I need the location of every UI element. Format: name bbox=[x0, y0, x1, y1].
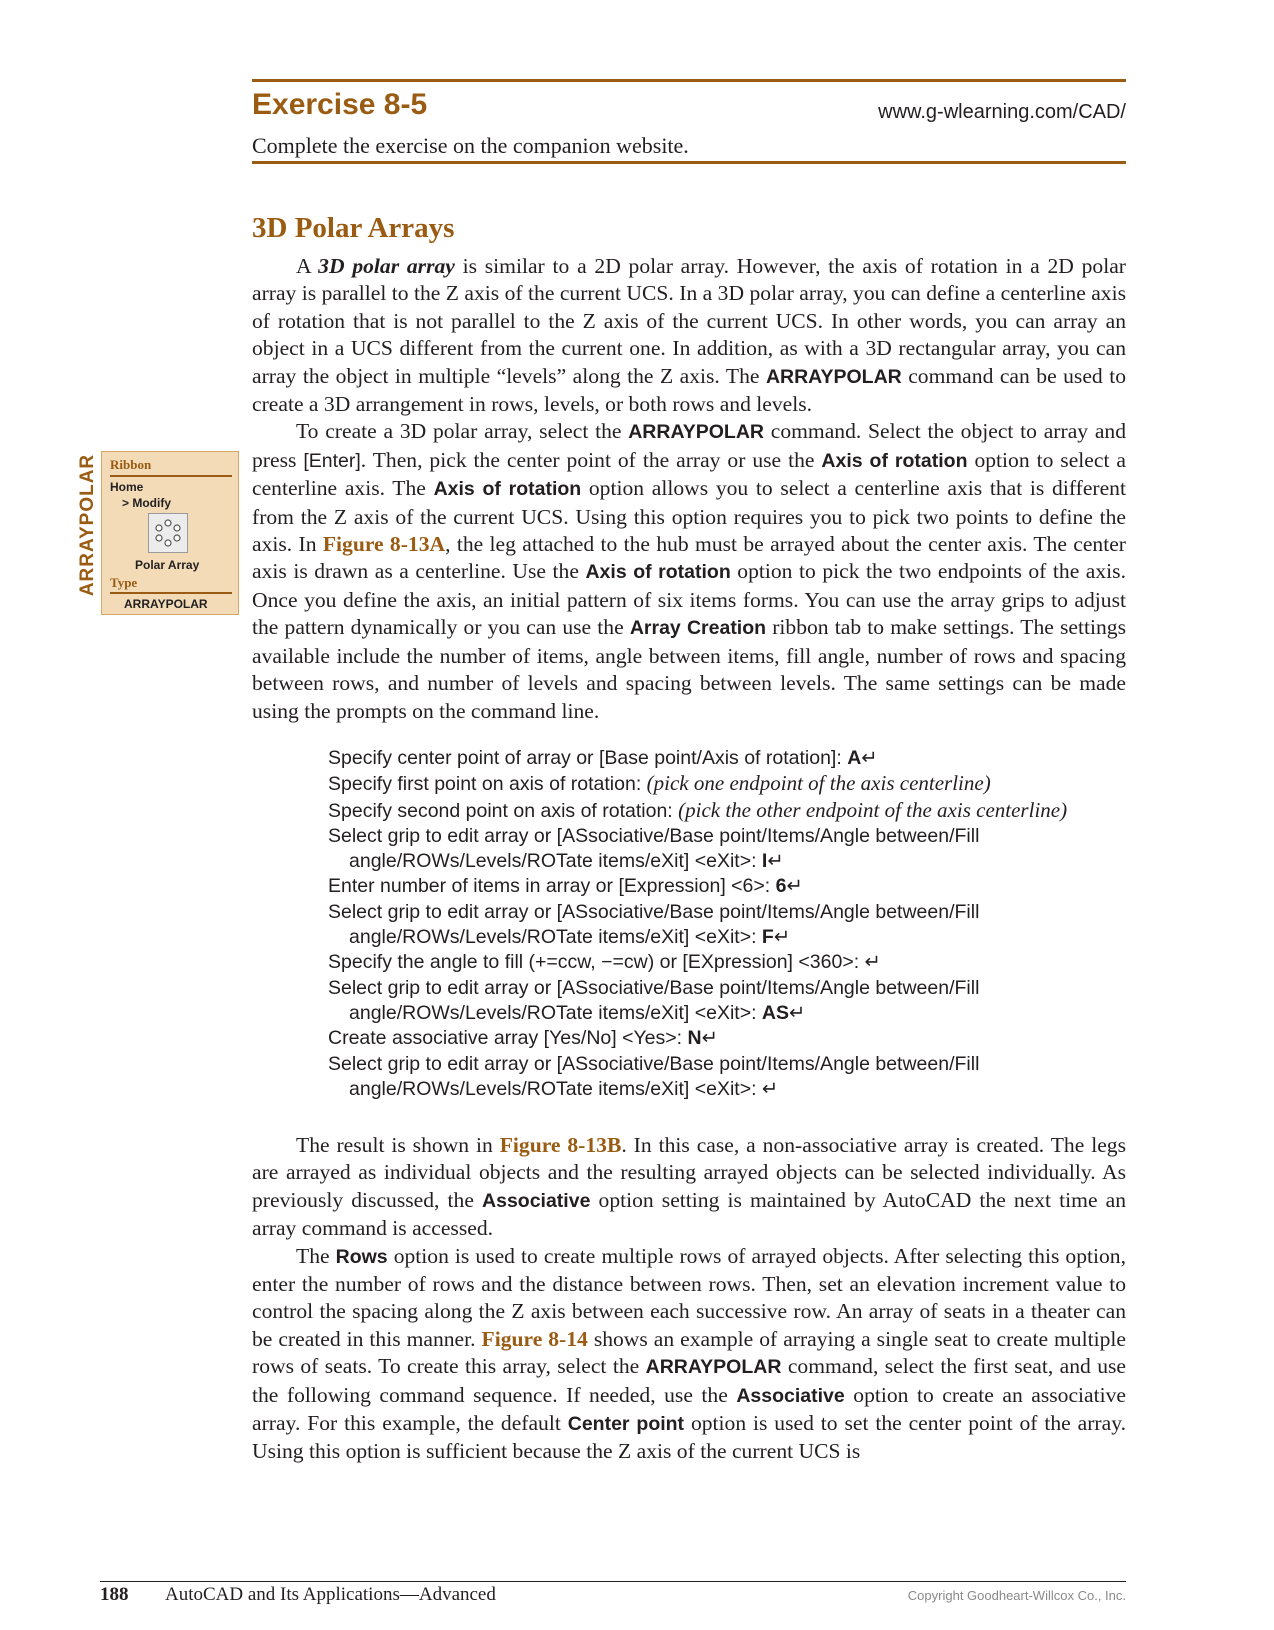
enter-symbol: ↵ bbox=[789, 1001, 806, 1024]
book-title: AutoCAD and Its Applications—Advanced bbox=[165, 1584, 496, 1605]
exercise-url[interactable]: www.g-wlearning.com/CAD/ bbox=[878, 101, 1126, 123]
command-line: Select grip to edit array or [ASsociative/Base point/Items/Angle between/Fill angle/ROWs/Levels/ROTate items/eXit] <eXit>: ↵ bbox=[328, 1052, 980, 1100]
page-number: 188 bbox=[100, 1584, 129, 1605]
enter-symbol: ↵ bbox=[864, 951, 881, 974]
ribbon-reference-box bbox=[101, 451, 239, 615]
section-heading: 3D Polar Arrays bbox=[252, 212, 455, 244]
exercise-text: Complete the exercise on the companion website. bbox=[252, 133, 689, 158]
enter-symbol: ↵ bbox=[773, 926, 791, 949]
command-line: Select grip to edit array or [ASsociative/Base point/Items/Angle between/Fill angle/ROWs/Levels/ROTate items/eXit] <eXit>: I↵ bbox=[328, 824, 980, 873]
figure-ref-8-13b[interactable]: Figure 8-13B bbox=[499, 1133, 622, 1157]
exercise-bottom-rule bbox=[252, 161, 1126, 164]
term-3d-polar-array: 3D polar array bbox=[318, 254, 455, 278]
copyright: Copyright Goodheart-Willcox Co., Inc. bbox=[907, 1588, 1126, 1603]
enter-symbol: ↵ bbox=[761, 1077, 779, 1100]
enter-symbol: ↵ bbox=[767, 850, 784, 873]
command-line: Enter number of items in array or [Expression] <6>: 6↵ bbox=[328, 875, 803, 898]
footer-rule bbox=[100, 1581, 1126, 1582]
paragraph-intro: A 3D polar array is similar to a 2D polar array. However, the axis of rotation in a 2D polar array is parallel to the Z axis of the current UCS. In a 3D polar array, you can define a centerline axis of rotation that is not parallel to the Z axis of the current UCS. In other words, you can array an object in a UCS different from the current one. In addition, as with a 3D rectangular array, you can array the object in multiple “levels” along the Z axis. The ARRAYPOLAR command can be used to create a 3D arrangement in rows, levels, or both rows and levels. bbox=[252, 254, 1126, 417]
command-line: Specify center point of array or [Base point/Axis of rotation]: A↵ bbox=[328, 747, 878, 769]
command-line: Specify second point on axis of rotation: (pick the other endpoint of the axis centerline) bbox=[328, 797, 1068, 822]
paragraph-create: To create a 3D polar array, select the ARRAYPOLAR command. Select the object to array and press [Enter]. Then, pick the center point of the array or use the Axis of rotation option to select a centerline axis. The Axis of rotation option allows you to select a centerline axis that is different from the Z axis of the current UCS. Using this option requires you to pick two points to define the axis. In Figure 8-13A, the leg attached to the hub must be arrayed about the center axis. The center axis is drawn as a centerline. Use the Axis of rotation option to pick the two endpoints of the axis. Once you define the axis, an initial pattern of six items forms. You can use the array grips to adjust the pattern dynamically or you can use the Array Creation ribbon tab to make settings. The settings available include the number of items, angle between items, fill angle, number of rows and spacing between rows, and number of levels and spacing between levels. The same settings can be made using the prompts on the command line. bbox=[252, 419, 1127, 723]
sidebar-command-label: ARRAYPOLAR bbox=[77, 453, 98, 597]
type-divider bbox=[110, 592, 232, 594]
ribbon-path-modify: > Modify bbox=[122, 496, 172, 510]
body-block-1 bbox=[252, 253, 1126, 725]
polar-array-icon[interactable] bbox=[148, 513, 188, 553]
command-name: ARRAYPOLAR bbox=[765, 365, 902, 388]
figure-ref-8-13a[interactable]: Figure 8-13A bbox=[322, 532, 446, 557]
ribbon-divider bbox=[110, 475, 232, 477]
type-command-value: ARRAYPOLAR bbox=[124, 597, 208, 611]
command-sequence bbox=[328, 746, 1128, 1102]
paragraph-result: The result is shown in Figure 8-13B. In this case, a non-associative array is created. The legs are arrayed as individual objects and the resulting arrayed objects can be selected individually. As previously discussed, the Associative option setting is maintained by AutoCAD the next time an array command is accessed. bbox=[252, 1133, 1127, 1241]
exercise-title: Exercise 8-5 bbox=[252, 88, 428, 121]
command-line: Create associative array [Yes/No] <Yes>: N↵ bbox=[328, 1027, 718, 1050]
command-line: Select grip to edit array or [ASsociative/Base point/Items/Angle between/Fill angle/ROWs/Levels/ROTate items/eXit] <eXit>: F↵ bbox=[328, 900, 980, 949]
command-line: Specify first point on axis of rotation: (pick one endpoint of the axis centerline) bbox=[328, 771, 991, 796]
enter-symbol: ↵ bbox=[861, 747, 878, 769]
polar-array-button-label: Polar Array bbox=[135, 558, 200, 572]
body-block-2 bbox=[252, 1132, 1126, 1466]
enter-symbol: ↵ bbox=[701, 1027, 718, 1050]
enter-symbol: ↵ bbox=[786, 875, 803, 898]
paragraph-rows: The Rows option is used to create multiple rows of arrayed objects. After selecting this option, enter the number of rows and the distance between rows. Then, set an elevation increment value to control the spacing along the Z axis between each successive row. An array of seats in a theater can be created in this manner. Figure 8-14 shows an example of arraying a single seat to create multiple rows of seats. To create this array, select the ARRAYPOLAR command, select the first seat, and use the following command sequence. If needed, use the Associative option to create an associative array. For this example, the default Center point option is used to set the center point of the array. Using this option is sufficient because the Z axis of the current UCS is bbox=[252, 1243, 1127, 1464]
command-line: Specify the angle to fill (+=ccw, −=cw) or [EXpression] <360>: ↵ bbox=[328, 951, 881, 974]
command-line: Select grip to edit array or [ASsociative/Base point/Items/Angle between/Fill angle/ROWs/Levels/ROTate items/eXit] <eXit>: AS↵ bbox=[328, 976, 980, 1024]
enter-key: [Enter] bbox=[303, 449, 361, 472]
exercise-top-rule bbox=[252, 79, 1126, 82]
type-label: Type bbox=[110, 575, 138, 590]
ribbon-tab-name: Array Creation bbox=[629, 617, 767, 640]
ribbon-path-home: Home bbox=[110, 480, 144, 494]
figure-ref-8-14[interactable]: Figure 8-14 bbox=[481, 1326, 588, 1351]
ribbon-label: Ribbon bbox=[110, 457, 152, 472]
